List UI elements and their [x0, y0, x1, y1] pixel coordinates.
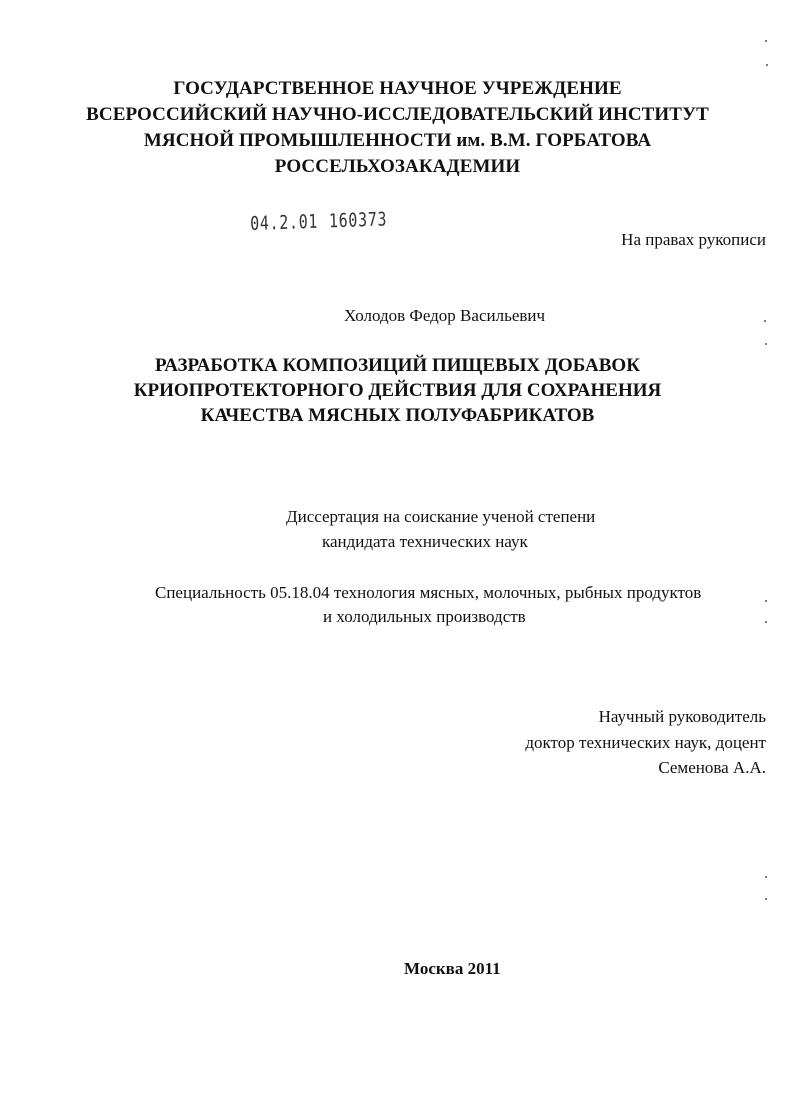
degree-line-2: кандидата технических наук [322, 532, 528, 551]
title-line-3: КАЧЕСТВА МЯСНЫХ ПОЛУФАБРИКАТОВ [200, 405, 595, 426]
supervisor-degree: доктор технических наук, доцент [525, 733, 766, 752]
institution-line-4: РОССЕЛЬХОЗАКАДЕМИИ [274, 156, 521, 177]
stamp-date: 04.2.01 [250, 210, 319, 235]
scan-speck [765, 343, 767, 345]
specialty-line-2: и холодильных производств [323, 607, 526, 626]
scan-speck [765, 621, 767, 623]
city-year: Москва 2011 [404, 959, 501, 978]
scan-speck [764, 320, 766, 322]
scan-speck [765, 600, 767, 602]
title-line-2: КРИОПРОТЕКТОРНОГО ДЕЙСТВИЯ ДЛЯ СОХРАНЕНИЯ [133, 380, 662, 401]
stamp-number: 160373 [328, 208, 388, 233]
rights-note: На правах рукописи [621, 230, 766, 249]
scan-speck [765, 40, 767, 42]
registration-stamp [250, 208, 387, 235]
institution-line-3: МЯСНОЙ ПРОМЫШЛЕННОСТИ им. В.М. ГОРБАТОВА [143, 130, 652, 151]
specialty-line-1: Специальность 05.18.04 технология мясных, молочных, рыбных продуктов [155, 583, 702, 602]
institution-line-2: ВСЕРОССИЙСКИЙ НАУЧНО-ИССЛЕДОВАТЕЛЬСКИЙ ИНСТИТУТ [86, 104, 709, 125]
title-line-1: РАЗРАБОТКА КОМПОЗИЦИЙ ПИЩЕВЫХ ДОБАВОК [155, 355, 640, 376]
supervisor-name: Семенова А.А. [658, 758, 766, 777]
degree-line-1: Диссертация на соискание ученой степени [286, 507, 596, 526]
scan-speck [765, 876, 767, 878]
scan-speck [766, 64, 768, 66]
scan-speck [765, 898, 767, 900]
author-name: Холодов Федор Васильевич [344, 306, 546, 325]
institution-line-1: ГОСУДАРСТВЕННОЕ НАУЧНОЕ УЧРЕЖДЕНИЕ [173, 78, 622, 99]
supervisor-role: Научный руководитель [598, 707, 766, 726]
